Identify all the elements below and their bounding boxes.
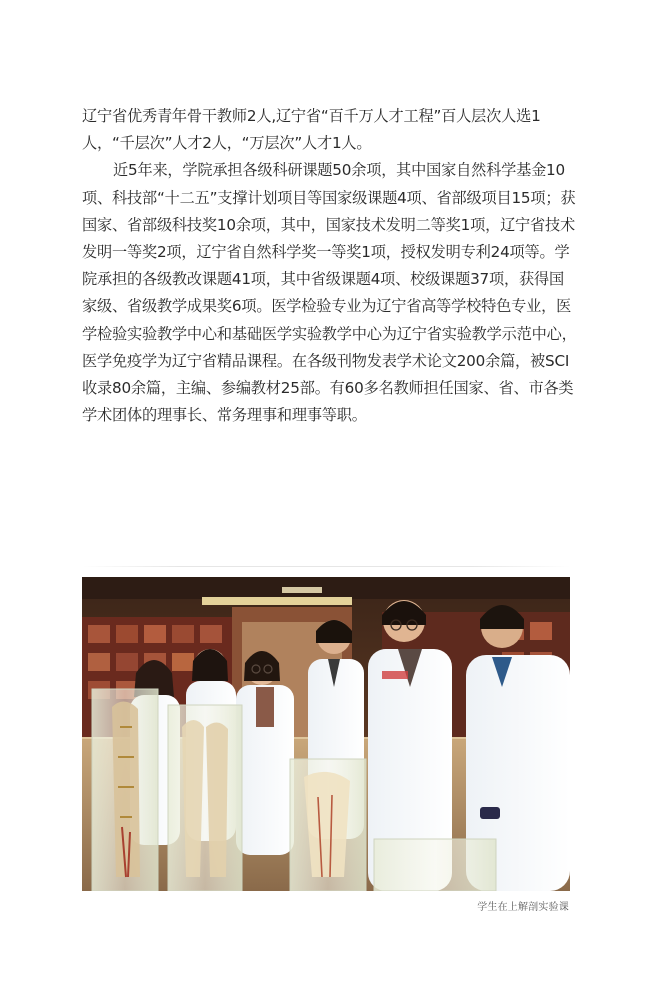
article-body [82,103,578,429]
photo-caption: 学生在上解剖实验课 [477,902,569,913]
article-paragraph-1: 辽宁省优秀青年骨干教师2人,辽宁省“百千万人才工程”百人层次人选1人，“千层次”人才2人，“万层次”人才1人。 [82,107,541,153]
anatomy-class-photo [82,577,570,891]
article-paragraph-2: 近5年来，学院承担各级科研课题50余项，其中国家自然科学基金10项、科技部“十二五”支撑计划项目等国家级课题4项、省部级项目15项；获国家、省部级科技奖10余项，其中，国家技术发明二等奖1项，辽宁省技术发明一等奖2项，辽宁省自然科学奖一等奖1项，授权发明专利24项等。学院承担的各级教改课题41项，其中省级课题4项、校级课题37项，获得国家级、省级教学成果奖6项。医学检验专业为辽宁省高等学校特色专业，医学检验实验教学中心和基础医学实验教学中心为辽宁省实验教学示范中心，医学免疫学为辽宁省精品课程。在各级刊物发表学术论文200余篇，被SCI收录80余篇，主编、参编教材25部。有60多名教师担任国家、省、市各类学术团体的理事长、常务理事和理事等职。 [82,161,577,425]
section-divider [82,566,570,567]
